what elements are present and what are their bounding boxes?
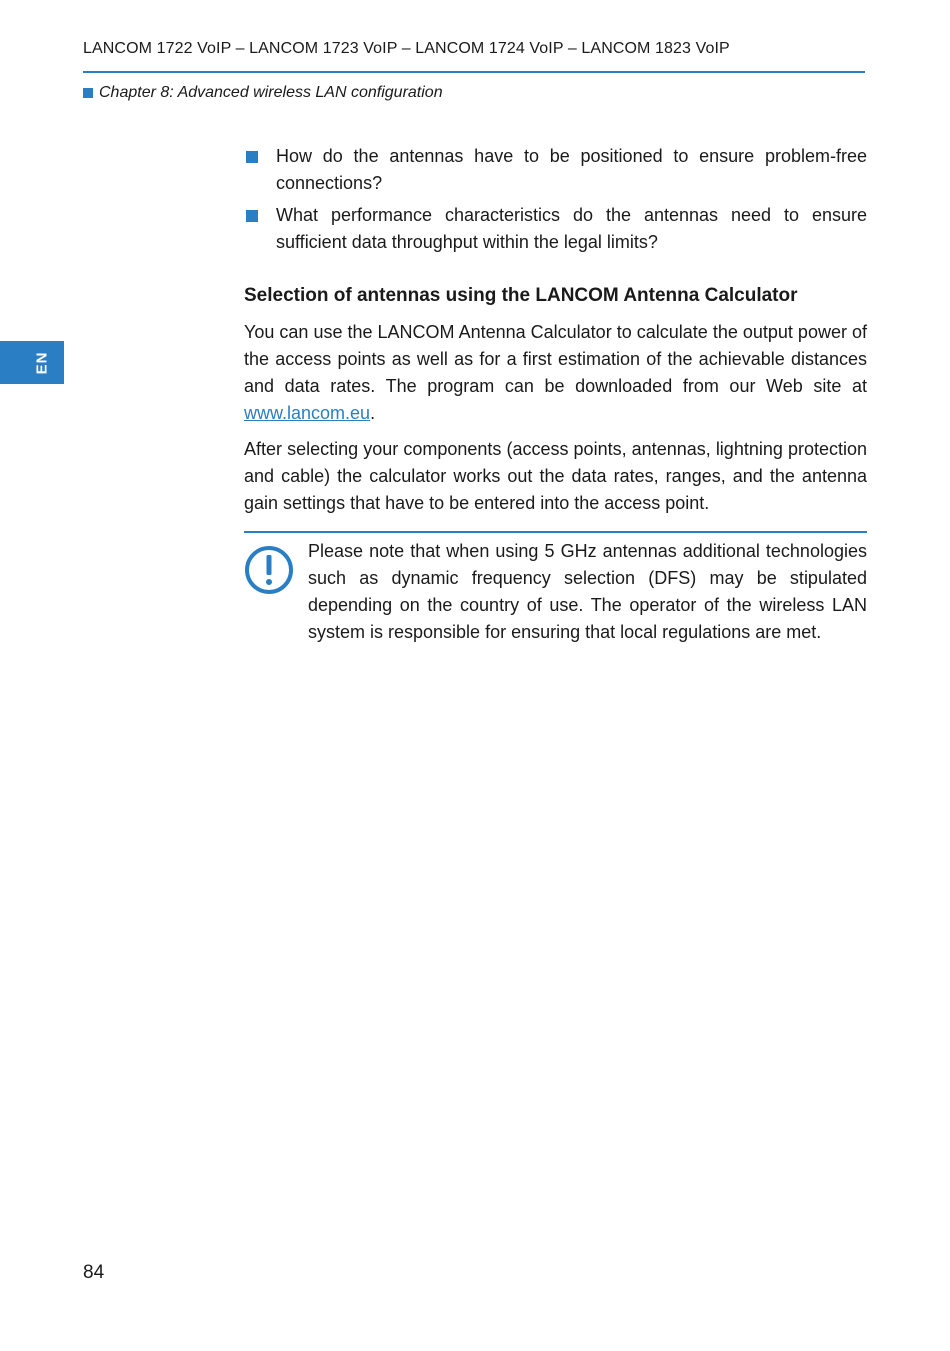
chapter-square-icon [83,88,93,98]
bullet-list [244,143,867,256]
paragraph-components: After selecting your components (access points, antennas, lightning protection and cable) the calculator works out the data rates, ranges, and the antenna gain settings that have to be entered into the access point. [244,439,867,513]
language-tab [0,341,64,384]
chapter-line [83,84,443,102]
bullet-text: What performance characteristics do the antennas need to ensure sufficient data throughput within the legal limits? [276,205,867,252]
page-number: 84 [83,1262,105,1283]
note-text: Please note that when using 5 GHz antennas additional technologies such as dynamic frequency selection (DFS) may be stipulated depending on the country of use. The operator of the wireless LAN system is responsible for ensuring that local regulations are met. [308,541,867,642]
list-item [244,143,867,197]
section-heading: Selection of antennas using the LANCOM Antenna Calculator [244,285,798,306]
bullet-text: How do the antennas have to be positioned to ensure problem-free connections? [276,146,867,193]
bullet-square-icon [246,151,258,163]
chapter-title: Chapter 8: Advanced wireless LAN configuration [99,84,443,101]
list-item [244,202,867,256]
exclamation-circle-icon [244,545,294,595]
main-content [244,143,867,646]
paragraph-calculator [244,319,867,427]
header-title: LANCOM 1722 VoIP – LANCOM 1723 VoIP – LANCOM 1724 VoIP – LANCOM 1823 VoIP [83,40,730,57]
note-box [244,531,867,646]
header-divider [83,71,865,73]
lancom-website-link[interactable]: www.lancom.eu [244,403,371,423]
paragraph-text: You can use the LANCOM Antenna Calculator to calculate the output power of the access points as well as for a first estimation of the achievable distances and data rates. The program can be downloaded from our Web site at [244,322,867,396]
paragraph-end: . [370,403,376,423]
language-tab-label: EN [33,351,51,375]
bullet-square-icon [246,210,258,222]
